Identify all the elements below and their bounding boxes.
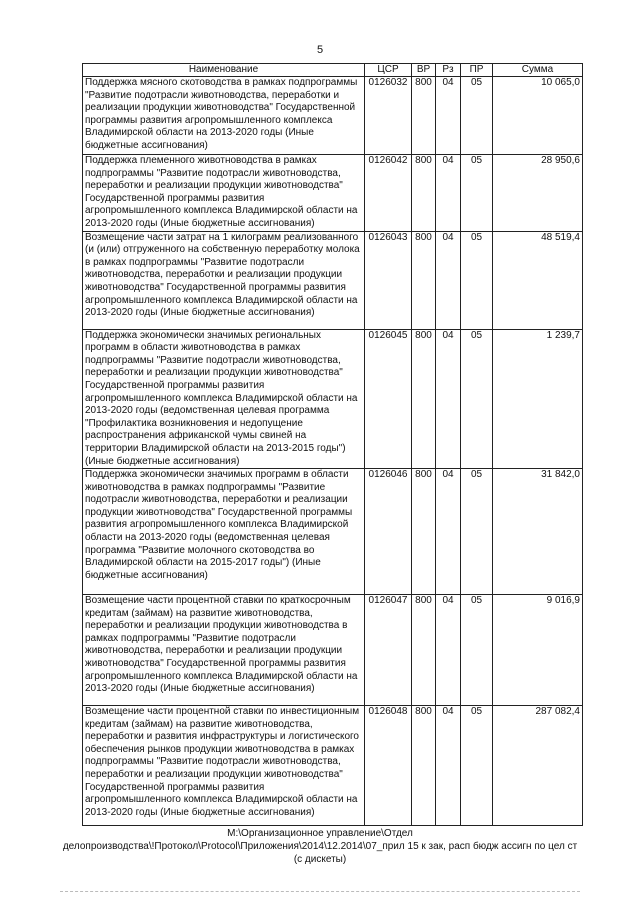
row-rz: 04	[436, 469, 461, 595]
row-pr: 05	[461, 469, 493, 595]
header-sum: Сумма	[493, 64, 583, 77]
header-pr: ПР	[461, 64, 493, 77]
row-csr: 0126042	[365, 155, 412, 232]
row-name: Поддержка экономически значимых программ в области животноводства в рамках подпрограммы "Развитие подотрасли животноводства, переработки и реализации продукции животноводства" Государственной программы развития агропромышленного комплекса Владимирской области на 2013-2020 годы (ведомственная целевая программа "Развитие молочного скотоводства во Владимирской области на 2015-2017 годы") (Иные бюджетные ассигнования)	[83, 469, 365, 595]
row-vr: 800	[412, 595, 436, 706]
footer-line-1: M:\Организационное управление\Отдел	[227, 828, 413, 839]
row-name: Возмещение части затрат на 1 килограмм реализованного (и (или) отгруженного на собственную переработку молока в рамках подпрограммы "Развитие подотрасли животноводства, переработки и реализации продукции животноводства" Государственной программы развития агропромышленного комплекса Владимирской области на 2013-2020 годы (Иные бюджетные ассигнования)	[83, 231, 365, 329]
table-row	[83, 329, 583, 469]
row-pr: 05	[461, 77, 493, 155]
table-header-row	[83, 64, 583, 77]
row-rz: 04	[436, 706, 461, 826]
table-row	[83, 77, 583, 155]
table-row	[83, 155, 583, 232]
row-name: Поддержка мясного скотоводства в рамках подпрограммы "Развитие подотрасли животноводства, переработки и реализации продукции животноводства" Государственной программы развития агропромышленного комплекса Владимирской области на 2013-2020 годы (Иные бюджетные ассигнования)	[83, 77, 365, 155]
row-rz: 04	[436, 595, 461, 706]
row-name: Поддержка племенного животноводства в рамках подпрограммы "Развитие подотрасли животноводства, переработки и реализации продукции животноводства" Государственной программы развития агропромышленного комплекса Владимирской области на 2013-2020 годы (Иные бюджетные ассигнования)	[83, 155, 365, 232]
row-vr: 800	[412, 469, 436, 595]
page-number: 5	[316, 44, 324, 56]
row-sum: 1 239,7	[493, 329, 583, 469]
row-sum: 28 950,6	[493, 155, 583, 232]
row-pr: 05	[461, 706, 493, 826]
table-row	[83, 231, 583, 329]
row-vr: 800	[412, 706, 436, 826]
footer-line-3: (с дискеты)	[293, 854, 347, 865]
row-pr: 05	[461, 329, 493, 469]
row-name: Поддержка экономически значимых региональных программ в области животноводства в рамках подпрограммы "Развитие подотрасли животноводства, переработки и реализации продукции животноводства" Государственной программы развития агропромышленного комплекса Владимирской области на 2013-2020 годы (ведомственная целевая программа "Профилактика возникновения и недопущение распространения африканской чумы свиней на территории Владимирской области на 2013-2015 годы") (Иные бюджетные ассигнования)	[83, 329, 365, 469]
header-rz: Рз	[436, 64, 461, 77]
header-vr: ВР	[412, 64, 436, 77]
footer-line-2: делопроизводства\!Протокол\Protocol\Приложения\2014\12.2014\07_прил 15 к зак, расп бюдж ассигн по цел ст	[62, 841, 578, 852]
row-sum: 9 016,9	[493, 595, 583, 706]
row-pr: 05	[461, 231, 493, 329]
row-sum: 48 519,4	[493, 231, 583, 329]
row-sum: 10 065,0	[493, 77, 583, 155]
row-vr: 800	[412, 231, 436, 329]
table-row	[83, 469, 583, 595]
row-pr: 05	[461, 595, 493, 706]
row-csr: 0126046	[365, 469, 412, 595]
scan-edge-line	[60, 891, 580, 892]
row-csr: 0126048	[365, 706, 412, 826]
row-sum: 31 842,0	[493, 469, 583, 595]
row-vr: 800	[412, 77, 436, 155]
row-sum: 287 082,4	[493, 706, 583, 826]
row-pr: 05	[461, 155, 493, 232]
row-rz: 04	[436, 231, 461, 329]
row-csr: 0126047	[365, 595, 412, 706]
table-row	[83, 595, 583, 706]
row-vr: 800	[412, 155, 436, 232]
table-row	[83, 706, 583, 826]
row-name: Возмещение части процентной ставки по инвестиционным кредитам (займам) на развитие животноводства, переработки и развития инфраструктуры и логистического обеспечения рынков продукции животноводства в рамках подпрограммы "Развитие подотрасли животноводства, переработки и реализации продукции животноводства" Государственной программы развития агропромышленного комплекса Владимирской области на 2013-2020 годы (Иные бюджетные ассигнования)	[83, 706, 365, 826]
row-csr: 0126043	[365, 231, 412, 329]
row-vr: 800	[412, 329, 436, 469]
budget-table	[82, 63, 583, 826]
header-csr: ЦСР	[365, 64, 412, 77]
row-name: Возмещение части процентной ставки по краткосрочным кредитам (займам) на развитие животноводства, переработки и реализации продукции животноводства в рамках подпрограммы "Развитие подотрасли животноводства, переработки и реализации продукции животноводства" Государственной программы развития агропромышленного комплекса Владимирской области на 2013-2020 годы (Иные бюджетные ассигнования)	[83, 595, 365, 706]
row-rz: 04	[436, 155, 461, 232]
header-name: Наименование	[83, 64, 365, 77]
row-csr: 0126032	[365, 77, 412, 155]
file-path-footer	[0, 827, 640, 866]
row-rz: 04	[436, 329, 461, 469]
row-rz: 04	[436, 77, 461, 155]
row-csr: 0126045	[365, 329, 412, 469]
